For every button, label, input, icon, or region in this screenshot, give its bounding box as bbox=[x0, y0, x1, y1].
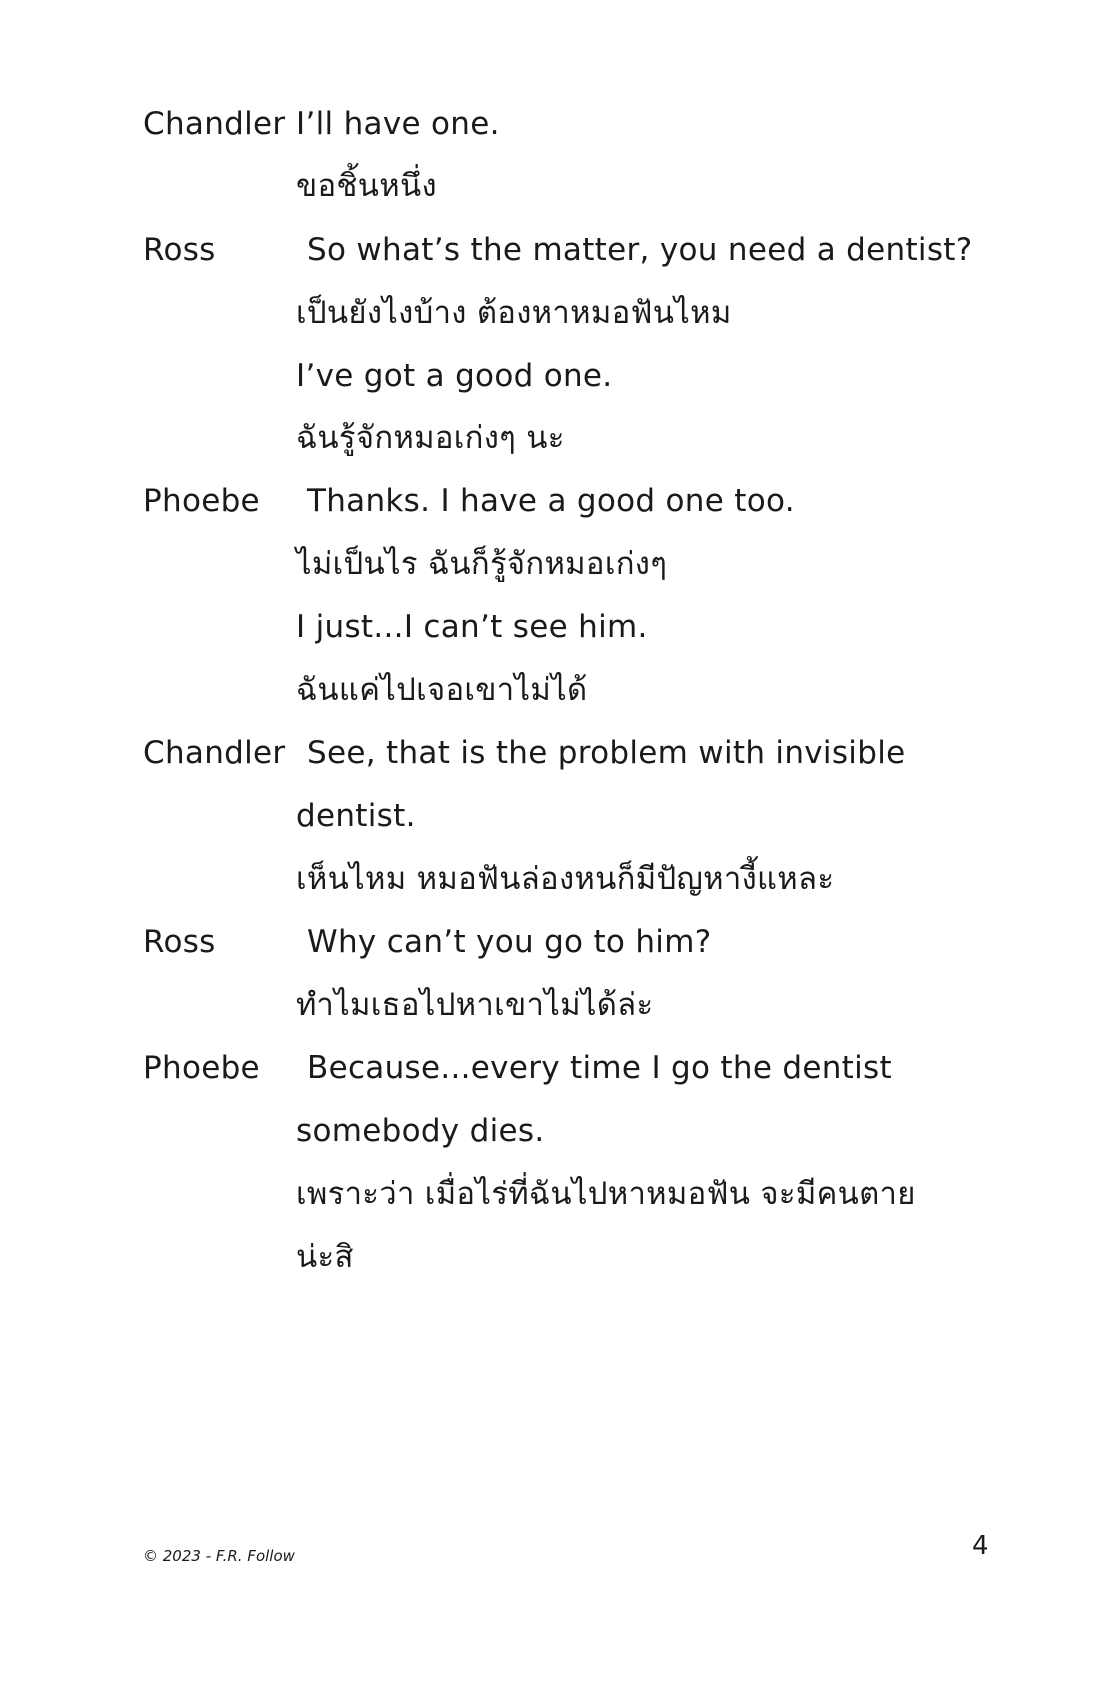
dialogue-line: I’ve got a good one. bbox=[296, 358, 613, 394]
speaker-name: Phoebe bbox=[143, 1050, 260, 1086]
dialogue-line: somebody dies. bbox=[296, 1113, 545, 1149]
page-number: 4 bbox=[972, 1531, 989, 1561]
dialogue-translation: เห็นไหม หมอฟันล่องหนก็มีปัญหางี้แหละ bbox=[296, 861, 835, 897]
copyright-notice: © 2023 - F.R. Follow bbox=[143, 1547, 295, 1565]
dialogue-line: I just...I can’t see him. bbox=[296, 609, 648, 645]
dialogue-line: dentist. bbox=[296, 798, 416, 834]
dialogue-translation: ทำไมเธอไปหาเขาไม่ได้ล่ะ bbox=[296, 987, 654, 1023]
dialogue-translation: ฉันแค่ไปเจอเขาไม่ได้ bbox=[296, 672, 588, 708]
dialogue-line: I’ll have one. bbox=[296, 106, 500, 142]
dialogue-translation: น่ะสิ bbox=[296, 1239, 354, 1275]
speaker-name: Chandler bbox=[143, 106, 286, 142]
speaker-name: Chandler bbox=[143, 735, 286, 771]
dialogue-translation: ไม่เป็นไร ฉันก็รู้จักหมอเก่งๆ bbox=[296, 546, 668, 582]
dialogue-translation: ขอชิ้นหนึ่ง bbox=[296, 168, 437, 204]
dialogue-line: Thanks. I have a good one too. bbox=[307, 483, 795, 519]
speaker-name: Ross bbox=[143, 924, 216, 960]
speaker-name: Phoebe bbox=[143, 483, 260, 519]
dialogue-line: See, that is the problem with invisible bbox=[307, 735, 906, 771]
dialogue-translation: เป็นยังไงบ้าง ต้องหาหมอฟันไหม bbox=[296, 295, 732, 331]
dialogue-line: So what’s the matter, you need a dentist? bbox=[307, 232, 973, 268]
dialogue-translation: ฉันรู้จักหมอเก่งๆ นะ bbox=[296, 420, 565, 456]
dialogue-line: Because...every time I go the dentist bbox=[307, 1050, 892, 1086]
speaker-name: Ross bbox=[143, 232, 216, 268]
dialogue-translation: เพราะว่า เมื่อไร่ที่ฉันไปหาหมอฟัน จะมีคนตาย bbox=[296, 1176, 916, 1212]
dialogue-line: Why can’t you go to him? bbox=[307, 924, 712, 960]
